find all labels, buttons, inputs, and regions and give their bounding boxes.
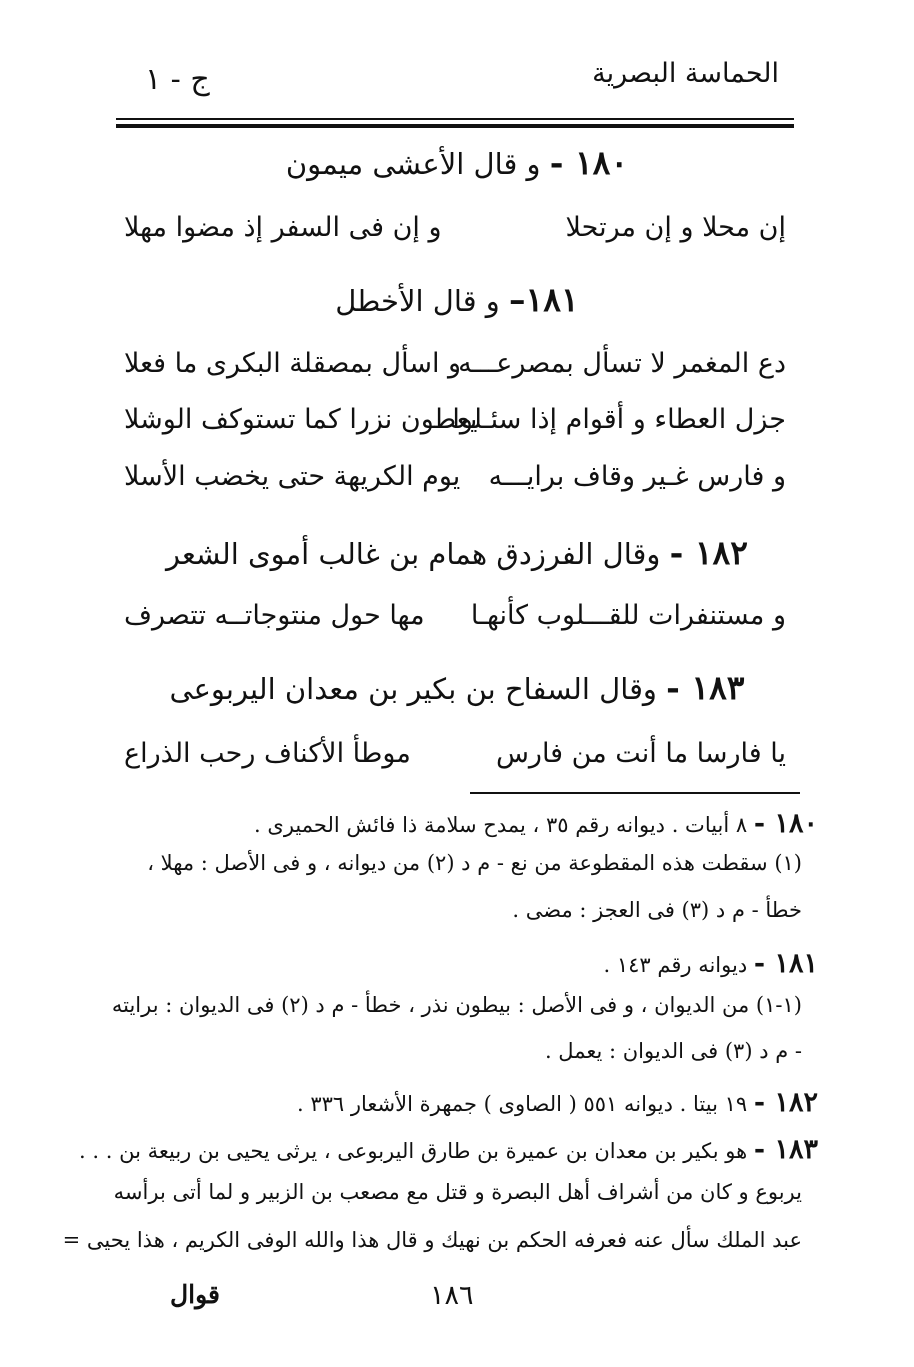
verse-second-hemistich: موطأ الأكناف رحب الذراع [124,738,411,769]
footnote-line [112,898,802,923]
section-heading-180 [120,143,794,182]
verse-line [124,461,786,505]
verse-second-hemistich: مها حول منتوجاتــه تتصرف [124,600,425,631]
footnote-number: ١٨١ - [753,948,818,979]
footnote-text: عبد الملك سأل عنه فعرفه الحكم بن نهيك و قال هذا والله الوفى الكريم ، هذا يحيى = [62,1228,802,1252]
verse-first-hemistich: يا فارسا ما أنت من فارس [495,738,786,769]
section-intro: و قال الأخطل [335,284,500,318]
section-number: ١٨٣ - [666,668,745,707]
section-number: ١٨٢ - [669,533,748,572]
footnote-line [112,993,802,1018]
footnote-separator [470,792,800,794]
page-number: ١٨٦ [430,1280,474,1311]
footnote-text: خطأ - م د (٣) فى العجز : مضى . [512,898,802,922]
section-number: ١٨٠ - [549,143,629,182]
footnote-number: ١٨٣ - [753,1134,818,1165]
footnote-number: ١٨٠ - [753,808,818,839]
footnote-line [112,1039,802,1064]
header-rule-thin [116,118,794,120]
catchword: قوال [170,1280,220,1309]
section-number: ١٨١– [509,280,579,319]
running-title: الحماسة البصرية [592,58,779,89]
verse-second-hemistich: و اسأل بمصقلة البكرى ما فعلا [124,348,462,379]
verse-line [124,212,786,256]
verse-first-hemistich: و فارس غـير وقاف برايـــه [488,461,786,492]
section-intro: و قال الأعشى ميمون [285,147,541,181]
verse-line [124,348,786,392]
footnote-text: - م د (٣) فى الديوان : يعمل . [544,1039,802,1063]
section-heading-182 [120,533,794,572]
volume-label: ج - ١ [145,62,210,97]
verse-first-hemistich: و مستنفرات للقـــلوب كأنهـا [470,600,786,631]
footnote-text: يربوع و كان من أشراف أهل البصرة و قتل مع مصعب بن الزبير و لما أتى برأسه [113,1180,802,1204]
footnote-text: (١) سقطت هذه المقطوعة من نع - م د (٢) من ديوانه ، و فى الأصل : مهلا ، [147,851,802,875]
footnote-line [128,808,818,840]
section-heading-183 [120,668,794,707]
header-rule-thick [116,124,794,128]
verse-first-hemistich: دع المغمر لا تسأل بمصرعـــه [458,348,786,379]
verse-first-hemistich: إن محلا و إن مرتحلا [565,212,786,243]
verse-line [124,404,786,448]
footnote-line [112,851,802,876]
footnote-text: ١٩ بيتا . ديوانه ٥٥١ ( الصاوى ) جمهرة الأشعار ٣٣٦ . [296,1092,748,1116]
verse-second-hemistich: و إن فى السفر إذ مضوا مهلا [124,212,442,243]
verse-line [124,600,786,644]
verse-line [124,738,786,782]
verse-second-hemistich: يعطون نزرا كما تستوكف الوشلا [124,404,478,435]
verse-second-hemistich: يوم الكريهة حتى يخضب الأسلا [124,461,461,492]
section-intro: وقال السفاح بن بكير بن معدان اليربوعى [169,672,657,706]
section-intro: وقال الفرزدق همام بن غالب أموى الشعر [166,537,661,571]
footnote-line [112,1180,802,1205]
footnote-line [79,1134,818,1166]
footnote-text: هو بكير بن معدان بن عميرة بن طارق اليربوعى ، يرثى يحيى بن ربيعة بن . . . [79,1139,748,1163]
footnote-line [62,1228,802,1253]
section-heading-181 [120,280,794,319]
footnote-number: ١٨٢ - [753,1087,818,1118]
footnote-line [128,1087,818,1119]
verse-first-hemistich: جزل العطاء و أقوام إذا سئـلوا [452,404,786,435]
footnote-line [128,948,818,980]
footnote-text: ديوانه رقم ١٤٣ . [603,953,748,977]
footnote-text: (١-١) من الديوان ، و فى الأصل : بيطون نذر ، خطأ - م د (٢) فى الديوان : برايته [111,993,802,1017]
footnote-text: ٨ أبيات . ديوانه رقم ٣٥ ، يمدح سلامة ذا فائش الحميرى . [254,813,748,837]
